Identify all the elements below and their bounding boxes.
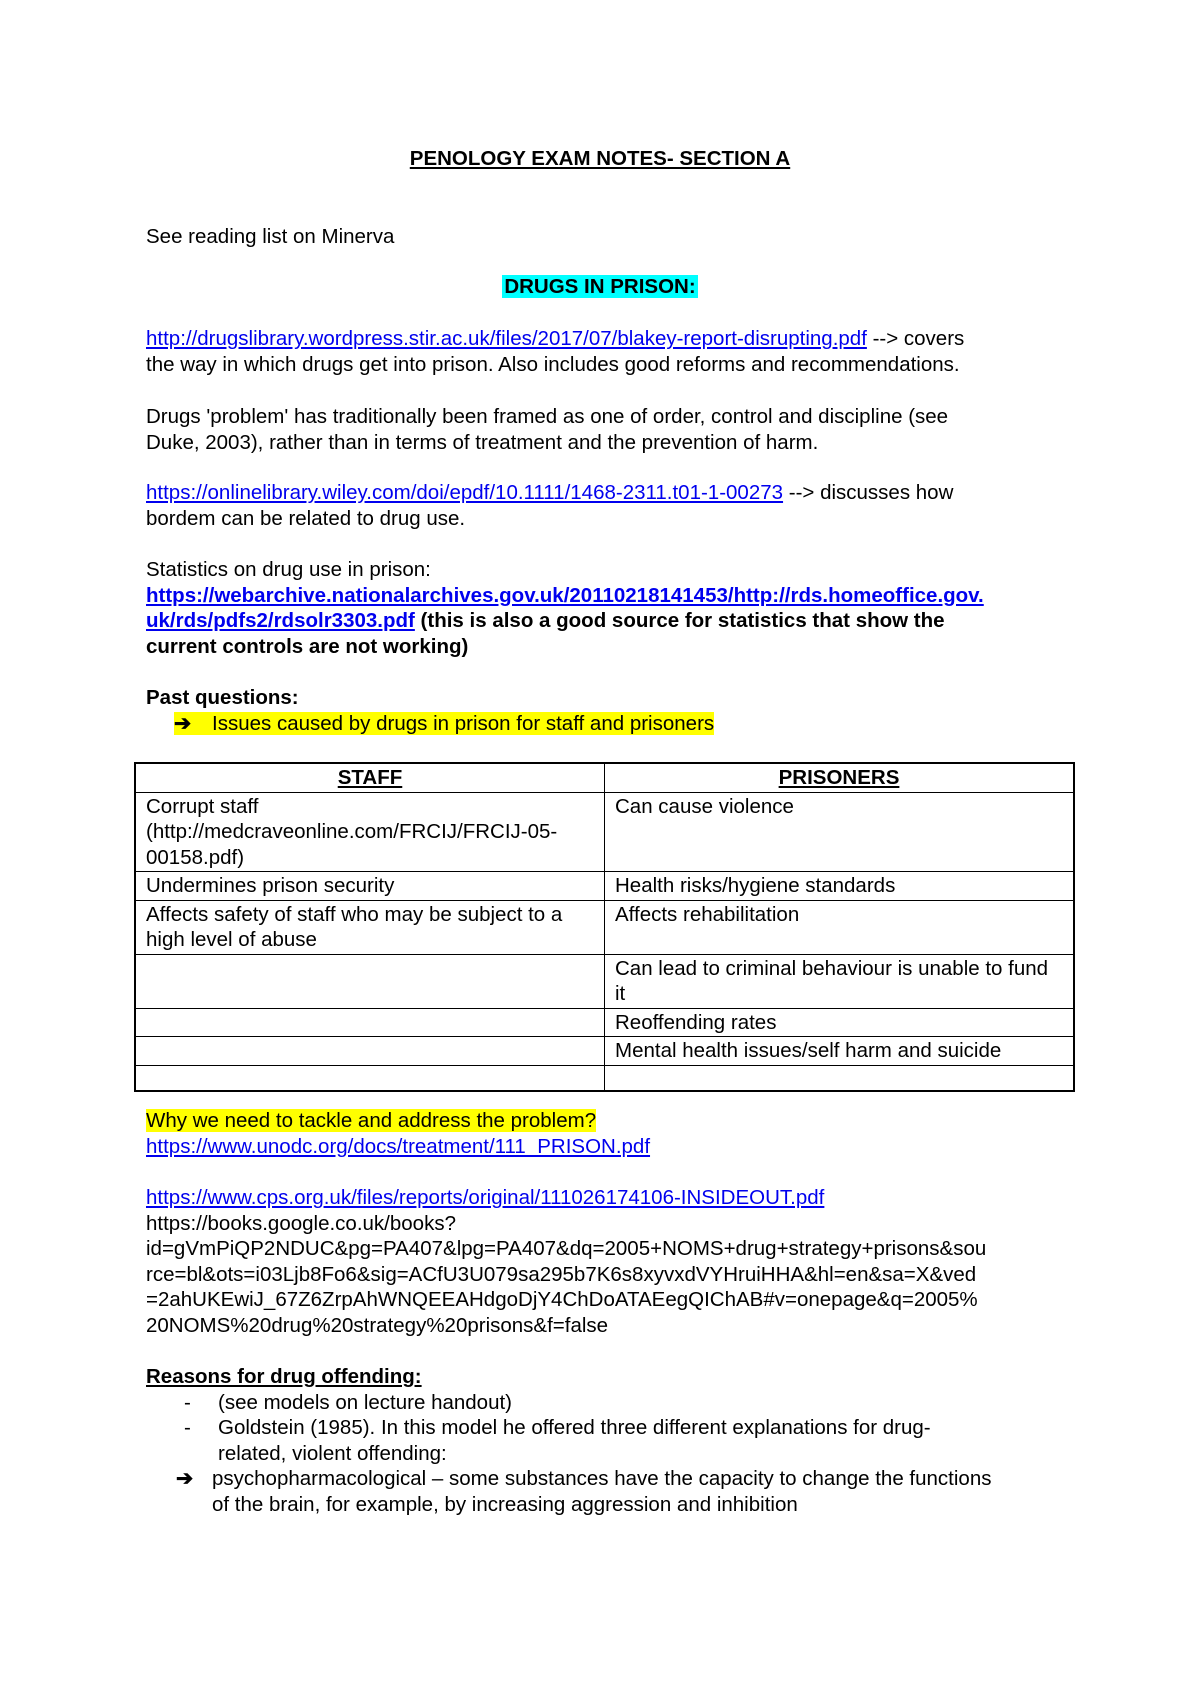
arrow-icon: ➔ <box>176 1467 194 1490</box>
google-books-line: rce=bl&ots=i03Ljb8Fo6&sig=ACfU3U079sa295b7K6s8xyvxdVYHruiHHA&hl=en&sa=X&ved <box>146 1262 977 1286</box>
table-cell <box>135 954 605 1008</box>
stats-label: Statistics on drug use in prison: <box>146 558 431 581</box>
why-question: Why we need to tackle and address the problem? <box>146 1109 597 1132</box>
dash-bullet: - <box>184 1390 191 1414</box>
table-cell <box>605 1065 1075 1091</box>
reasons-heading: Reasons for drug offending: <box>146 1365 422 1388</box>
psychopharm-line1: psychopharmacological – some substances have the capacity to change the functions <box>212 1467 992 1490</box>
table-cell <box>135 1008 605 1037</box>
table-cell <box>135 1037 605 1066</box>
table-row <box>135 792 1074 872</box>
para3-text-line1: --> discusses how <box>783 481 954 504</box>
table-cell: Affects rehabilitation <box>605 900 1075 954</box>
table-header-row <box>135 763 1074 792</box>
table-row <box>135 900 1074 954</box>
table-row <box>135 1037 1074 1066</box>
para-drugs-problem <box>146 404 1086 455</box>
table-cell: Undermines prison security <box>135 872 605 901</box>
para3-text-line2: bordem can be related to drug use. <box>146 506 466 530</box>
reasons-block <box>146 1364 1086 1517</box>
para1-text-line1: --> covers <box>866 327 965 350</box>
references-block <box>146 1185 1086 1338</box>
wiley-link[interactable]: https://onlinelibrary.wiley.com/doi/epdf/10.1111/1468-2311.t01-1-00273 <box>146 481 784 504</box>
table-cell <box>135 1065 605 1091</box>
stats-note-line1: (this is also a good source for statistics that show the <box>414 609 945 632</box>
unodc-link[interactable]: https://www.unodc.org/docs/treatment/111_PRISON.pdf <box>146 1134 651 1158</box>
arrow-icon: ➔ <box>174 711 192 735</box>
google-books-line: =2ahUKEwiJ_67Z6ZrpAhWNQEEAHdgoDjY4ChDoATAEegQIChAB#v=onepage&q=2005% <box>146 1288 978 1311</box>
past-questions <box>146 685 1086 736</box>
past-questions-label: Past questions: <box>146 686 299 709</box>
webarchive-link-cont[interactable]: uk/rds/pdfs2/rdsolr3303.pdf <box>146 609 415 632</box>
section-heading: DRUGS IN PRISON: <box>504 275 696 298</box>
table-cell: Mental health issues/self harm and suicide <box>605 1037 1075 1066</box>
column-header-prisoners: PRISONERS <box>605 763 1075 792</box>
google-books-line: id=gVmPiQP2NDUC&pg=PA407&lpg=PA407&dq=2005+NOMS+drug+strategy+prisons&sou <box>146 1237 987 1260</box>
stats-block <box>146 557 1086 659</box>
cps-link[interactable]: https://www.cps.org.uk/files/reports/original/111026174106-INSIDEOUT.pdf <box>146 1186 825 1209</box>
para2-line2: Duke, 2003), rather than in terms of treatment and the prevention of harm. <box>146 430 819 454</box>
table-cell: Reoffending rates <box>605 1008 1075 1037</box>
table-cell: Can cause violence <box>605 792 1075 872</box>
why-block <box>146 1108 1086 1159</box>
para1-text-line2: the way in which drugs get into prison. Also includes good reforms and recommendations. <box>146 352 960 376</box>
table-cell: Corrupt staff (http://medcraveonline.com/FRCIJ/FRCIJ-05-00158.pdf) <box>135 792 605 872</box>
table-row <box>135 1008 1074 1037</box>
column-header-staff: STAFF <box>135 763 605 792</box>
past-question-text: Issues caused by drugs in prison for staff and prisoners <box>212 711 715 735</box>
google-books-line: https://books.google.co.uk/books? <box>146 1211 456 1235</box>
issues-table <box>134 762 1075 1092</box>
table-cell: Health risks/hygiene standards <box>605 872 1075 901</box>
page-title: PENOLOGY EXAM NOTES- SECTION A <box>409 147 791 170</box>
para-blakey-report <box>146 326 1086 377</box>
stats-note-line2: current controls are not working) <box>146 634 469 658</box>
reading-list-note: See reading list on Minerva <box>146 225 395 248</box>
table-row <box>135 954 1074 1008</box>
table-row <box>135 872 1074 901</box>
para-boredom <box>146 480 1086 531</box>
table-row <box>135 1065 1074 1091</box>
para2-line1: Drugs 'problem' has traditionally been framed as one of order, control and discipline (see <box>146 405 949 428</box>
psychopharm-line2: of the brain, for example, by increasing aggression and inhibition <box>212 1492 798 1516</box>
reason-item-2-line2: related, violent offending: <box>218 1441 447 1465</box>
dash-bullet: - <box>184 1416 191 1439</box>
blakey-report-link[interactable]: http://drugslibrary.wordpress.stir.ac.uk/files/2017/07/blakey-report-disrupting.pdf <box>146 327 867 350</box>
reason-item-2-line1: Goldstein (1985). In this model he offered three different explanations for drug- <box>218 1416 931 1439</box>
past-question-item <box>174 712 714 735</box>
reason-item-1: (see models on lecture handout) <box>218 1390 513 1414</box>
section-heading-wrap <box>0 274 1200 300</box>
webarchive-link[interactable]: https://webarchive.nationalarchives.gov.uk/20110218141453/http://rds.homeoffice.gov. <box>146 583 984 607</box>
table-cell: Can lead to criminal behaviour is unable to fund it <box>605 954 1075 1008</box>
table-cell: Affects safety of staff who may be subject to a high level of abuse <box>135 900 605 954</box>
google-books-line: 20NOMS%20drug%20strategy%20prisons&f=false <box>146 1313 609 1337</box>
